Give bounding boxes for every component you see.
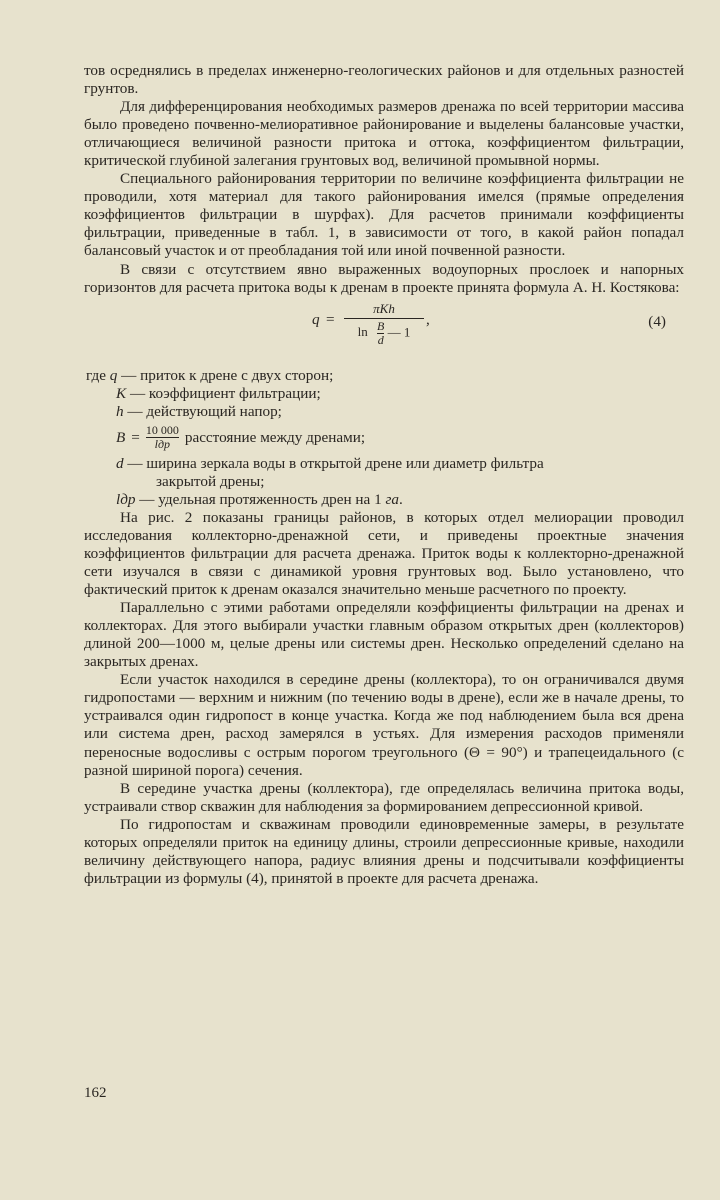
definition-l: [84, 491, 684, 509]
definition-q: [84, 367, 684, 385]
B-equals: =: [131, 428, 140, 446]
symbol-l: lдр: [116, 490, 136, 508]
text-q: — приток к дрене с двух сторон;: [117, 366, 334, 384]
symbol-h: h: [116, 402, 124, 420]
definition-d: [84, 455, 684, 473]
paragraph-5: Параллельно с этими работами определяли коэффициенты фильтрации на дренах и коллекторах. Для этого выбирали участки главным образом открытых дрен (коллекторов) длиной 200—1000 м, целые дрены или системы дрен. Несколько определений сделано на закрытых дренах.: [84, 599, 684, 671]
formula-ln: ln: [357, 324, 368, 340]
definition-B: [84, 421, 684, 455]
definition-d-continued: закрытой дрены;: [156, 472, 265, 490]
paragraph-8: По гидропостам и скважинам проводили единовременные замеры, в результате которых определяли приток на единицу длины, строили депрессионные кривые, находили величину действующего напора, радиус влияния дрены и подсчитывали коэффициенты фильтрации из формулы (4), принятой в проекте для расчета дренажа.: [84, 815, 684, 887]
symbol-q: q: [109, 366, 118, 384]
B-denominator: lдр: [154, 437, 171, 452]
paragraph-0: тов осреднялись в пределах инженерно-геологических районов и для отдельных разностей грунтов.: [84, 62, 684, 98]
formula-numerator: πKh: [373, 300, 395, 316]
paragraph-6: Если участок находился в середине дрены (коллектора), то он ограничивался двумя гидропостами — верхним и нижним (по течению воды в дрене), если же в начале дрены, то устраивался один гидропост в конце участка. Когда же под наблюдением была вся дрена или система дрен, расход замерялся в устьях. Для измерения расходов применяли переносные водосливы с острым порогом треугольного (Θ = 90°) и трапецеидального (с разной шириной порога) сечения.: [84, 671, 684, 779]
paragraph-7: В середине участка дрены (коллектора), где определялась величина притока воды, устраивали створ скважин для наблюдения за формированием депрессионной кривой.: [84, 779, 684, 815]
definition-K: [84, 385, 684, 403]
formula-equals: =: [326, 310, 335, 328]
paragraph-4: На рис. 2 показаны границы районов, в которых отдел мелиорации проводил исследования коллекторно-дренажной сети, и приведены проектные значения коэффициентов фильтрации для расчета дренажа. Приток воды к коллекторно-дренажной сети изучался в связи с динамикой уровня грунтовых вод. Было установлено, что фактический приток к дренам оказался значительно меньше расчетного по проекту.: [84, 508, 684, 599]
symbol-d: d: [116, 454, 124, 472]
formula-minus-one: — 1: [387, 324, 411, 340]
text-column: [84, 62, 684, 888]
paragraph-3: В связи с отсутствием явно выраженных водоупорных прослоек и напорных горизонтов для расчета притока воды к дренам в проекте принята формула А. Н. Костякова:: [84, 260, 684, 296]
formula-inner-den: d: [377, 332, 384, 347]
formula-inner-num: B: [377, 318, 385, 333]
page-number: 162: [84, 1085, 107, 1101]
formula-lhs: q: [312, 310, 320, 328]
formula-number: (4): [648, 312, 666, 330]
formula-inner-fraction: [377, 320, 384, 347]
text-K: — коэффициент фильтрации;: [126, 384, 321, 402]
formula-kostyakov: [84, 301, 684, 359]
text-l: — удельная протяженность дрен на 1: [135, 490, 386, 508]
formula-denominator: [344, 320, 424, 347]
paragraph-2: Специального районирования территории по величине коэффициента фильтрации не проводили, хотя материал для такого районирования имелся (прямые определения коэффициентов фильтрации в шурфах). Для расчетов принимали коэффициенты фильтрации, приведенные в табл. 1, в зависимости от того, в какой район попадал балансовый участок и от преобладания той или иной почвенной разности.: [84, 170, 684, 260]
definitions: [84, 367, 684, 509]
paragraph-1: Для дифференцирования необходимых размеров дренажа по всей территории массива было проведено почвенно-мелиоративное районирование и выделены балансовые участки, отличающиеся величиной разности притока и оттока, коэффициентом фильтрации, критической глубиной залегания грунтовых вод, величиной промывной нормы.: [84, 98, 684, 170]
symbol-K: K: [116, 384, 127, 402]
where-word: где: [86, 366, 106, 384]
text-h: — действующий напор;: [123, 402, 282, 420]
B-numerator: 10 000: [145, 423, 179, 438]
symbol-B: B: [116, 428, 126, 446]
B-fraction: [146, 424, 179, 451]
text-d: — ширина зеркала воды в открытой дрене или диаметр фильтра: [123, 454, 544, 472]
formula-fraction: [344, 301, 424, 347]
formula-fraction-bar: [344, 318, 424, 319]
text-B: расстояние между дренами;: [184, 428, 366, 446]
text-l-end: .: [399, 490, 403, 508]
formula-comma: ,: [426, 310, 430, 328]
unit-ga: га: [385, 490, 400, 508]
definition-h: [84, 403, 684, 421]
